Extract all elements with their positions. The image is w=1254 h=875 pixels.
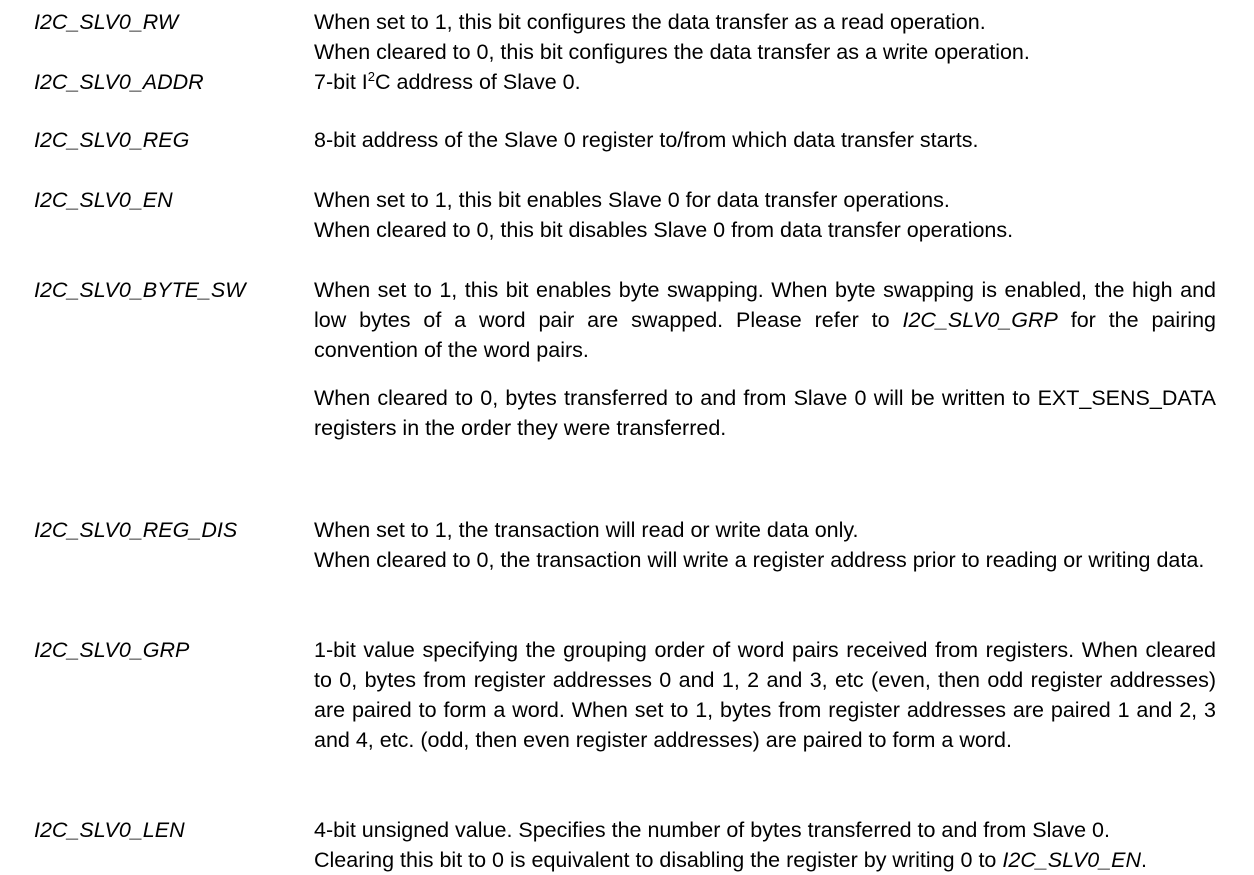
description-paragraph: 4-bit unsigned value. Specifies the number of bytes transferred to and from Slave 0. [314, 818, 1110, 842]
description-line: When set to 1, this bit configures the data transfer as a read operation. [314, 10, 986, 34]
description-paragraph: When cleared to 0, the transaction will write a register address prior to reading or writing data. [314, 548, 1205, 572]
field-name: I2C_SLV0_RW [34, 10, 179, 34]
description-text: C address of Slave 0. [375, 70, 581, 94]
field-name: I2C_SLV0_REG [34, 128, 190, 152]
field-description [314, 275, 1216, 443]
field-description [314, 185, 1216, 245]
superscript: 2 [367, 69, 376, 84]
description-paragraph [314, 275, 1216, 365]
field-description [314, 67, 1216, 97]
field-description [314, 7, 1216, 67]
description-line: When cleared to 0, this bit disables Slave 0 from data transfer operations. [314, 218, 1014, 242]
field-name: I2C_SLV0_EN [34, 188, 173, 212]
description-line: When set to 1, this bit enables Slave 0 for data transfer operations. [314, 188, 950, 212]
field-description [314, 635, 1216, 755]
description-text: . [1141, 848, 1148, 872]
field-description [314, 815, 1216, 875]
description-paragraph: When cleared to 0, bytes transferred to and from Slave 0 will be written to EXT_SENS_DATA registers in the order they were transferred. [314, 386, 1216, 440]
field-name: I2C_SLV0_GRP [34, 638, 190, 662]
description-line: When cleared to 0, this bit configures the data transfer as a write operation. [314, 40, 1030, 64]
field-reference: I2C_SLV0_GRP [902, 308, 1058, 332]
field-name: I2C_SLV0_BYTE_SW [34, 278, 246, 302]
description-line [314, 67, 1216, 97]
description-text: for the pairing convention of the word pairs. [314, 308, 1216, 362]
field-name: I2C_SLV0_REG_DIS [34, 518, 238, 542]
field-name: I2C_SLV0_LEN [34, 818, 185, 842]
field-name: I2C_SLV0_ADDR [34, 70, 204, 94]
description-paragraph: 1-bit value specifying the grouping order of word pairs received from registers. When cleared to 0, bytes from register addresses 0 and 1, 2 and 3, etc (even, then odd register addresses) are paired to form a word. When set to 1, bytes from register addresses are paired 1 and 2, 3 and 4, etc. (odd, then even register addresses) are paired to form a word. [314, 638, 1216, 752]
paragraph-gap [314, 365, 1216, 383]
field-description [314, 515, 1216, 575]
field-reference: I2C_SLV0_EN [1002, 848, 1142, 872]
description-text: When set to 1, this bit enables byte swapping. When byte swapping is enabled, the high and low bytes of a word pair are swapped. Please refer to [314, 278, 1216, 332]
description-text: Clearing this bit to 0 is equivalent to disabling the register by writing 0 to [314, 848, 997, 872]
field-description [314, 125, 1216, 155]
description-paragraph [314, 845, 1216, 875]
description-line: 8-bit address of the Slave 0 register to/from which data transfer starts. [314, 128, 979, 152]
description-text: 7-bit I [314, 70, 368, 94]
description-line: When set to 1, the transaction will read or write data only. [314, 518, 859, 542]
